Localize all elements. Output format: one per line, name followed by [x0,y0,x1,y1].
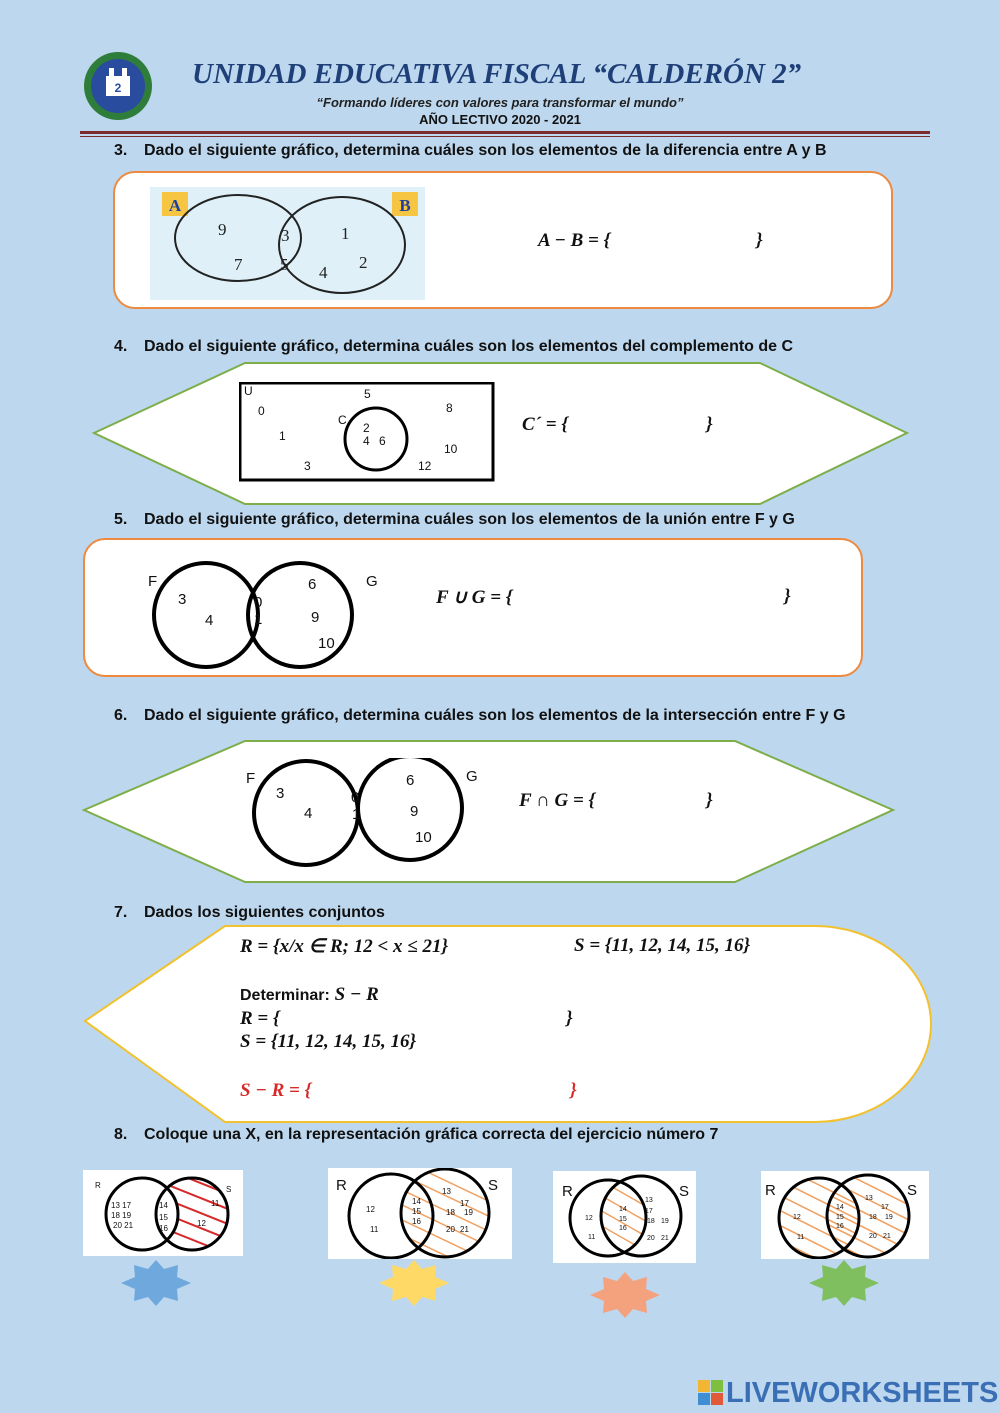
q8-diagram-element: 17 [460,1199,469,1208]
q8-diagram-element: 16 [159,1224,168,1233]
q8-option-1-diagram[interactable] [83,1170,243,1256]
q8-option-4-s-label: S [907,1182,918,1199]
q8-diagram-element: 19 [661,1218,669,1225]
q4-element: 6 [379,434,386,448]
q6-element: 9 [410,803,419,820]
q8-diagram-element: 13 [645,1197,653,1204]
q8-option-4-r-label: R [765,1182,776,1199]
q8-diagram-element: 11 [588,1234,596,1241]
q6-answer-close: } [706,790,713,811]
q5-element: 9 [311,609,320,626]
q8-diagram-element: 12 [585,1215,593,1222]
q8-option-1-star-icon[interactable] [120,1259,192,1307]
q8-option-1-s-label: S [226,1185,232,1194]
q8-option-2-star-icon[interactable] [378,1259,450,1307]
q3-element: 4 [319,263,328,282]
q8-diagram-element: 15 [619,1216,627,1223]
q8-diagram-element: 11 [370,1225,379,1234]
q7-s-line: S = {11, 12, 14, 15, 16} [240,1031,417,1052]
q7-r-close: } [566,1008,573,1029]
q8-diagram-element: 13 17 [111,1201,132,1210]
footer-brand: LIVEWORKSHEETS [726,1377,999,1409]
q8-diagram-element: 14 [159,1201,168,1210]
star-shape [590,1272,660,1318]
question-6: 6. Dado el siguiente gráfico, determina cuáles son los elementos de la intersección entre F y G [114,707,846,724]
q8-diagram-element: 16 [836,1223,844,1230]
q4-element: 3 [304,459,311,473]
q8-diagram-element: 14 [836,1204,844,1211]
star-shape [809,1260,879,1306]
q5-element: 10 [318,635,335,652]
q8-diagram-element: 19 [885,1214,893,1221]
q8-diagram-element: 17 [881,1204,889,1211]
q8-option-3-s-label: S [679,1183,690,1200]
q4-answer-label: C´ = { [522,414,568,435]
q8-diagram-element: 13 [865,1195,873,1202]
q8-option-3-r-label: R [562,1183,573,1200]
question-3: 3. Dado el siguiente gráfico, determina cuáles son los elementos de la diferencia entre A y B [114,142,827,159]
q6-element: 1 [352,806,361,823]
q6-set-f-label: F [246,770,256,787]
q4-element: 8 [446,401,453,415]
q7-answer-label: S − R = { [240,1080,312,1101]
q5-set-f-label: F [148,573,158,590]
q8-option-4-star-icon[interactable] [808,1259,880,1307]
q6-element: 6 [406,772,415,789]
q8-diagram-element: 18 19 [111,1211,132,1220]
q4-answer-close: } [706,414,713,435]
q8-option-3-star-icon[interactable] [589,1271,661,1319]
q8-option-2-diagram[interactable] [328,1168,512,1259]
q8-diagram-element: 19 [464,1208,473,1217]
q6-element: 0 [351,789,360,806]
q4-element: 1 [279,429,286,443]
q8-diagram-element: 18 [869,1214,877,1221]
q5-element: 0 [254,594,263,611]
q5-answer-label: F ∪ G = { [436,587,513,608]
q3-element: 3 [281,226,290,245]
q8-diagram-element: 16 [412,1217,421,1226]
q8-option-2-r-label: R [336,1177,347,1194]
q7-r-line: R = { [240,1008,280,1029]
q8-option-4-diagram[interactable] [761,1171,929,1259]
q8-diagram-element: 12 [197,1219,206,1228]
q8-diagram-element: 21 [460,1225,469,1234]
school-name: UNIDAD EDUCATIVA FISCAL “CALDERÓN 2” [192,58,802,90]
q4-set-c-label: C [338,413,347,427]
q3-element: 1 [341,224,350,243]
school-motto: “Formando líderes con valores para transformar el mundo” [316,95,684,110]
q8-diagram-element: 20 [647,1235,655,1242]
q8-diagram-element: 20 21 [113,1221,134,1230]
q6-element: 10 [415,829,432,846]
q8-diagram-element: 15 [159,1213,168,1222]
q8-diagram-element: 12 [793,1214,801,1221]
svg-text:2: 2 [114,81,122,95]
q8-diagram-element: 20 [869,1233,877,1240]
q4-universe-label: U [244,384,253,398]
star-shape [121,1260,191,1306]
q8-diagram-element: 14 [619,1206,627,1213]
q3-set-b-label: B [399,196,411,215]
q3-element: 2 [359,253,368,272]
q8-diagram-element: 15 [836,1214,844,1221]
q4-element: 2 [363,421,370,435]
q8-diagram-element: 12 [366,1205,375,1214]
q7-r-definition: R = {x/x ∈ R; 12 < x ≤ 21} [240,936,449,957]
q7-determine: Determinar: S − R [240,984,379,1005]
q6-set-g-label: G [466,768,478,785]
q8-diagram-element: 21 [661,1235,669,1242]
q3-answer-label: A − B = { [538,230,611,251]
q6-element: 3 [276,785,285,802]
question-5: 5. Dado el siguiente gráfico, determina cuáles son los elementos de la unión entre F y G [114,511,795,528]
q8-option-3-diagram[interactable] [553,1171,696,1263]
q8-diagram-element: 20 [446,1225,455,1234]
q3-answer-close: } [756,230,763,251]
q8-diagram-element: 21 [883,1233,891,1240]
q4-element: 0 [258,404,265,418]
q5-element: 3 [178,591,187,608]
q4-element: 10 [444,442,458,456]
q5-element: 1 [254,611,263,628]
q3-element: 5 [280,255,289,274]
question-8: 8. Coloque una X, en la representación gráfica correcta del ejercicio número 7 [114,1126,719,1143]
question-4: 4. Dado el siguiente gráfico, determina cuáles son los elementos del complemento de C [114,338,794,355]
question-7: 7. Dados los siguientes conjuntos [114,904,385,921]
q5-element: 6 [308,576,317,593]
liveworksheets-logo-icon [698,1380,724,1406]
q6-element: 4 [304,805,313,822]
q8-diagram-element: 11 [797,1234,805,1241]
star-shape [379,1260,449,1306]
q5-set-g-label: G [366,573,378,590]
q3-element: 9 [218,220,227,239]
q4-element: 5 [364,387,371,401]
q8-option-1-r-label: R [95,1181,101,1190]
q8-diagram-element: 16 [619,1225,627,1232]
q6-answer-label: F ∩ G = { [519,790,596,811]
q3-element: 7 [234,255,243,274]
school-year: AÑO LECTIVO 2020 - 2021 [419,112,581,127]
q5-answer-close: } [784,586,791,607]
q8-diagram-element: 18 [647,1218,655,1225]
q5-element: 4 [205,612,214,629]
q8-diagram-element: 17 [645,1208,653,1215]
q4-element: 4 [363,434,370,448]
q4-element: 12 [418,459,432,473]
q8-diagram-element: 11 [211,1199,220,1208]
q8-diagram-element: 14 [412,1197,421,1206]
q8-diagram-element: 15 [412,1207,421,1216]
q8-diagram-element: 18 [446,1208,455,1217]
q8-diagram-element: 13 [442,1187,451,1196]
q7-s-definition: S = {11, 12, 14, 15, 16} [574,935,751,956]
q7-answer-close: } [570,1080,577,1101]
q3-set-a-label: A [168,196,182,215]
q8-option-2-s-label: S [488,1177,499,1194]
